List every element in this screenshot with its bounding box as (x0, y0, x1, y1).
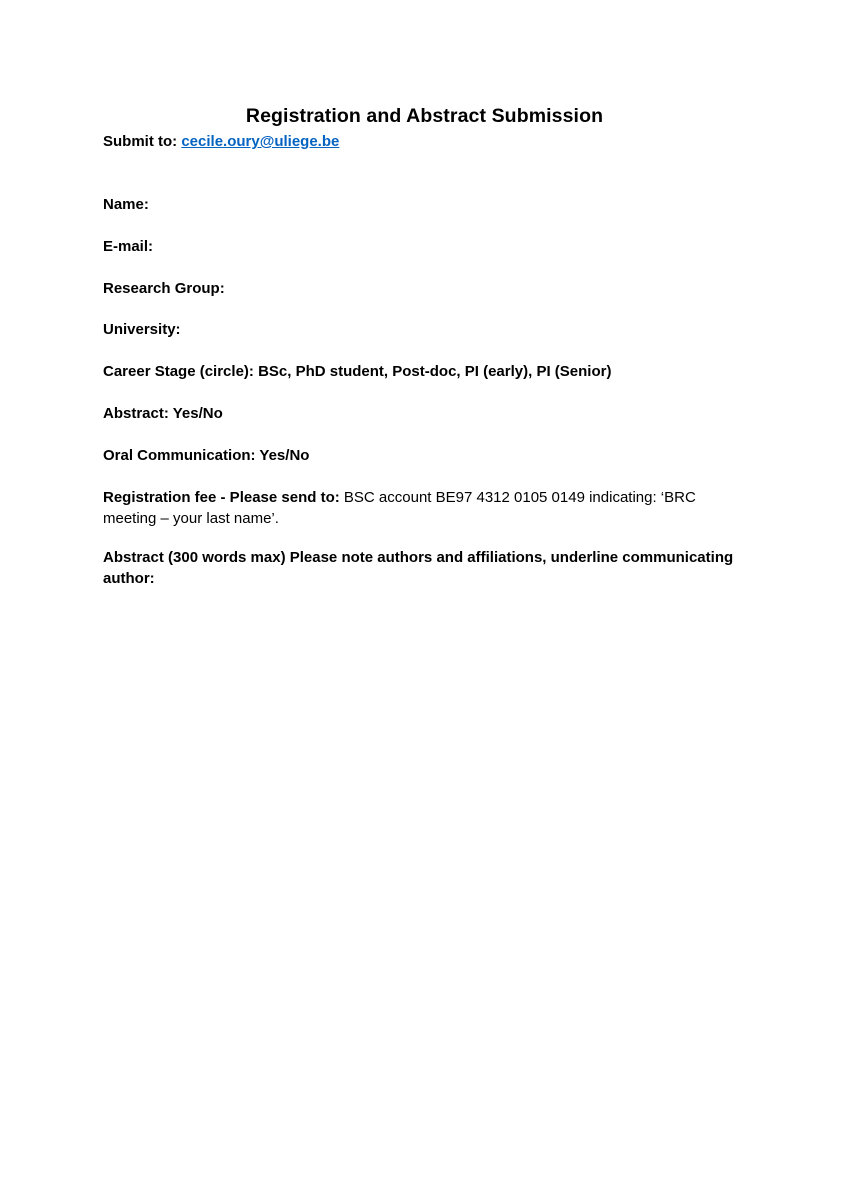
registration-fee-paragraph (103, 487, 738, 529)
abstract-instructions: Abstract (300 words max) Please note authors and affiliations, underline communicating author: (103, 549, 734, 587)
research-group-field-label: Research Group: (103, 280, 225, 297)
submit-label: Submit to: (103, 133, 178, 150)
registration-fee-label: Registration fee - Please send to: (103, 489, 340, 506)
submit-line (103, 131, 743, 152)
email-field-label: E-mail: (103, 238, 154, 255)
university-field-label: University: (103, 321, 181, 338)
oral-communication-field-label: Oral Communication: Yes/No (103, 447, 310, 464)
submit-email-link[interactable]: cecile.oury@uliege.be (181, 133, 340, 150)
name-field-label: Name: (103, 196, 149, 213)
career-stage-field-label: Career Stage (circle): BSc, PhD student, Post-doc, PI (early), PI (Senior) (103, 363, 612, 380)
abstract-yes-no-field-label: Abstract: Yes/No (103, 405, 223, 422)
registration-fee-details: BSC account BE97 4312 0105 0149 indicating: ‘BRC meeting – your last name’. (103, 489, 696, 527)
page-title: Registration and Abstract Submission (245, 105, 604, 127)
